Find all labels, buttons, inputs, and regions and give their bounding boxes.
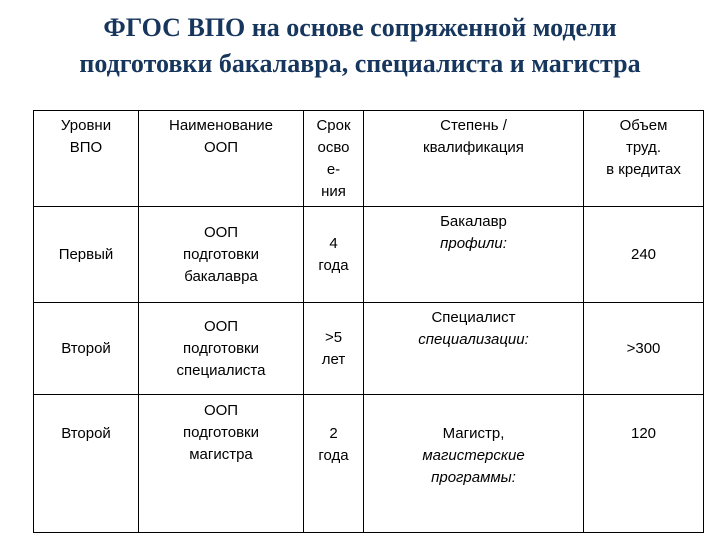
row-volume: >300: [584, 303, 704, 395]
row-term: >5 лет: [304, 303, 364, 395]
table-row: [34, 207, 704, 303]
slide-title-line-2: подготовки бакалавра, специалиста и магистра: [79, 49, 641, 78]
row-name: ООП подготовки специалиста: [139, 303, 304, 395]
row-degree: Магистр, магистерские программы:: [364, 395, 584, 533]
row-name: ООП подготовки бакалавра: [139, 207, 304, 303]
row-name: ООП подготовки магистра: [139, 395, 304, 533]
header-name: Наименование ООП: [139, 111, 304, 207]
table-header-row: [34, 111, 704, 207]
row-degree: Бакалавр профили:: [364, 207, 584, 303]
header-levels: Уровни ВПО: [34, 111, 139, 207]
header-term: Срок осво е- ния: [304, 111, 364, 207]
header-degree: Степень / квалификация: [364, 111, 584, 207]
row-volume: 120: [584, 395, 704, 533]
slide-title: [0, 10, 720, 82]
row-term: 2 года: [304, 395, 364, 533]
row-degree: Специалист специализации:: [364, 303, 584, 395]
row-level: Второй: [34, 303, 139, 395]
education-levels-table: [33, 110, 704, 533]
table-row: [34, 303, 704, 395]
row-volume: 240: [584, 207, 704, 303]
header-volume: Объем труд. в кредитах: [584, 111, 704, 207]
table-row: [34, 395, 704, 533]
row-level: Первый: [34, 207, 139, 303]
row-term: 4 года: [304, 207, 364, 303]
slide-title-line-1: ФГОС ВПО на основе сопряженной модели: [103, 13, 617, 42]
row-level: Второй: [34, 395, 139, 533]
